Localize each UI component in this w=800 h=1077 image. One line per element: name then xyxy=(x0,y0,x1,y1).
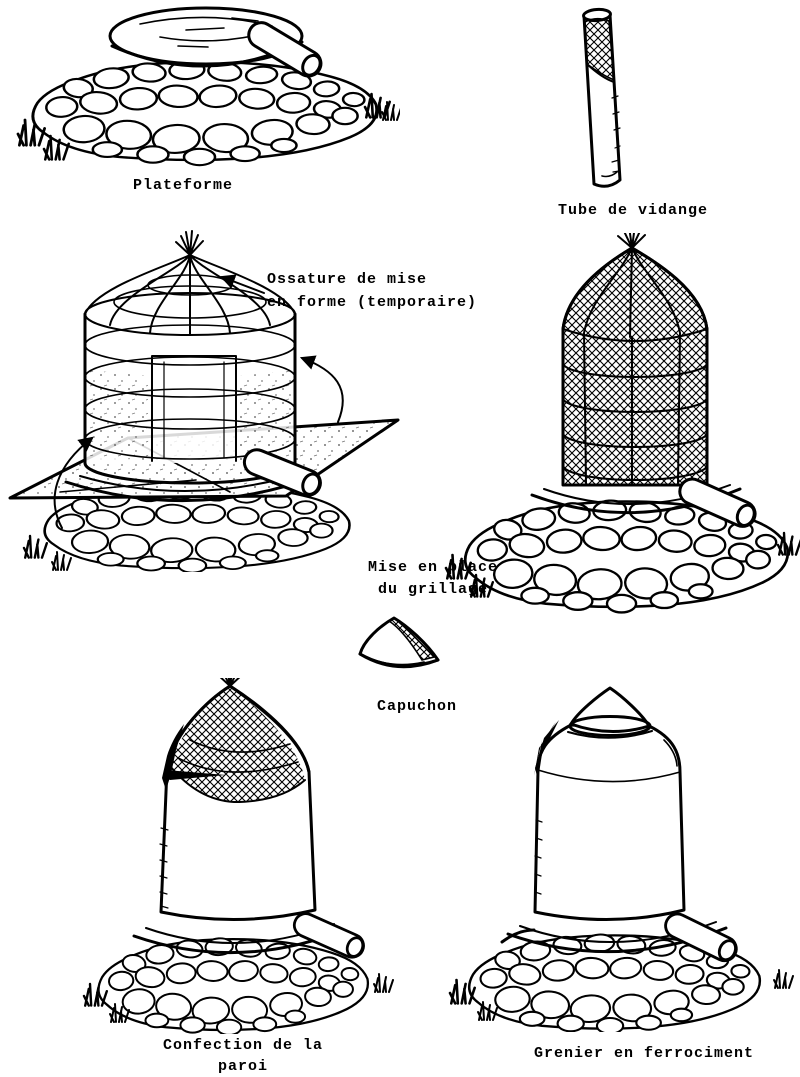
caption-grillage xyxy=(352,557,514,601)
annotation-line-2: en forme (temporaire) xyxy=(267,294,478,311)
figure-paroi xyxy=(58,678,410,1034)
stone-platform-drawing xyxy=(18,8,400,165)
figure-plateforme xyxy=(10,2,400,174)
cap-cone-drawing xyxy=(360,618,438,667)
figure-capuchon xyxy=(352,612,452,678)
caption-tube-vidange: Tube de vidange xyxy=(558,202,709,219)
wall-plastering-drawing xyxy=(84,678,393,1034)
drain-tube-drawing xyxy=(583,9,620,187)
figure-tube-vidange xyxy=(562,2,687,194)
caption-capuchon: Capuchon xyxy=(377,698,458,715)
caption-grenier: Grenier en ferrociment xyxy=(534,1045,755,1062)
annotation-line-1: Ossature de mise xyxy=(267,271,428,288)
mesh-body xyxy=(563,233,707,485)
caption-grillage-line-1: Mise en place xyxy=(367,559,499,576)
wire-skeleton xyxy=(85,231,295,483)
caption-plateforme: Plateforme xyxy=(133,177,234,194)
partially-plastered-body xyxy=(160,678,315,920)
finished-granary-drawing xyxy=(450,688,793,1032)
smooth-granary-body xyxy=(534,688,684,920)
figure-grenier xyxy=(438,680,800,1032)
mesh-covered-frame-drawing xyxy=(446,233,800,612)
caption-paroi xyxy=(148,1035,338,1077)
wrap-arrow-right xyxy=(302,358,343,422)
caption-grillage-line-2: du grillage xyxy=(377,581,489,598)
caption-paroi-line-1: Confection de la xyxy=(162,1037,324,1054)
caption-paroi-line-2: paroi xyxy=(217,1058,268,1075)
